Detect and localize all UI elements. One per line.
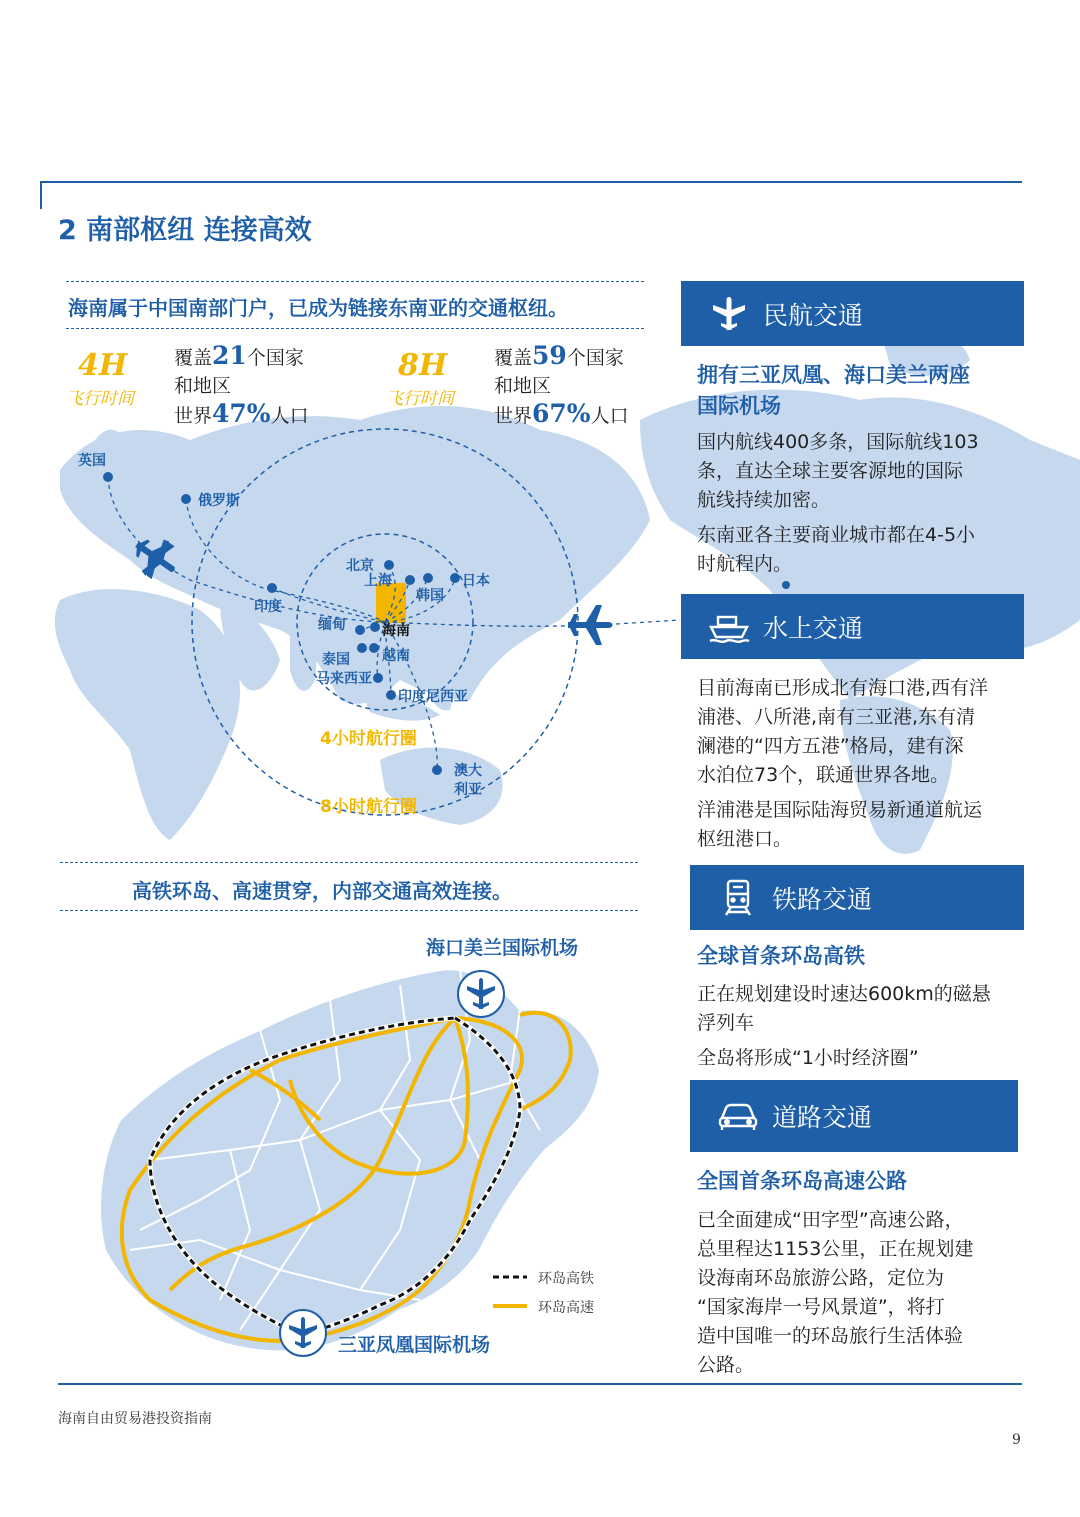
city-label-korea: 韩国 [416,588,444,604]
island-banner-bottom-rule [60,910,638,911]
circle-8h-label: 8小时航行圈 [320,797,417,817]
banner-bottom-rule [66,328,644,329]
city-label-beijing: 北京 [346,558,374,574]
aviation-subtitle: 拥有三亚凤凰、海口美兰两座 国际机场 [697,363,970,418]
road-header [690,1080,1018,1152]
airplane-icon [705,290,753,338]
banner-top-rule [66,281,644,282]
rail-subtitle: 全球首条环岛高铁 [697,944,865,968]
car-icon [714,1092,762,1140]
stat-4h-hours: 4H [78,348,128,383]
footer-text: 海南自由贸易港投资指南 [58,1411,212,1427]
footer-rule [58,1383,1022,1385]
city-label-russia: 俄罗斯 [198,493,240,509]
city-label-australia-2: 利亚 [454,782,482,798]
circle-4h-label: 4小时航行圈 [320,729,417,749]
aviation-title: 民航交通 [763,300,864,330]
header-rule [40,181,1022,183]
city-label-shanghai: 上海 [364,573,392,589]
header-rule-tick [40,181,42,209]
airport-label-haikou: 海口美兰国际机场 [426,937,579,959]
water-body: 目前海南已形成北有海口港,西有洋 浦港、八所港,南有三亚港,东有清 澜港的“四方五港”格局，建有深 水泊位73个，联通世界各地。 洋浦港是国际陆海贸易新通道航运 枢纽港口。 [697,677,989,850]
city-label-malaysia: 马来西亚 [316,671,372,687]
page-number: 9 [1012,1432,1021,1448]
city-label-uk: 英国 [78,453,106,469]
ship-icon [705,603,753,651]
city-label-india: 印度 [254,599,282,615]
legend-rail-label: 环岛高铁 [538,1271,594,1287]
city-label-indonesia: 印度尼西亚 [398,689,468,705]
world-map-banner: 海南属于中国南部门户，已成为链接东南亚的交通枢纽。 [68,296,568,320]
water-title: 水上交通 [763,613,864,643]
legend-highway-label: 环岛高速 [538,1300,594,1316]
rail-body: 正在规划建设时速达600km的磁悬 浮列车 全岛将形成“1小时经济圈” [697,983,991,1069]
water-header [681,594,1024,659]
rail-title: 铁路交通 [772,884,873,914]
aviation-body: 国内航线400多条，国际航线103 条，直达全球主要客源地的国际 航线持续加密。 东南亚各主要商业城市都在4-5小 时航程内。 [697,431,979,575]
island-banner-top-rule [60,862,638,863]
stat-8h-hours: 8H [398,348,448,383]
aviation-header [681,281,1024,346]
city-label-australia-1: 澳大 [454,763,482,779]
city-label-hainan: 海南 [382,623,410,639]
stat-4h-text: 覆盖21个国家 和地区 世界47%人口 [174,341,309,428]
city-label-japan: 日本 [462,573,490,589]
island-map-banner: 高铁环岛、高速贯穿，内部交通高效连接。 [132,879,512,903]
stat-4h-label: 飞行时间 [66,389,134,409]
section-title: 2 南部枢纽 连接高效 [58,215,312,246]
train-icon [714,874,762,922]
stat-8h-label: 飞行时间 [386,389,454,409]
stat-8h-text: 覆盖59个国家 和地区 世界67%人口 [494,341,629,428]
city-label-thailand: 泰国 [322,652,350,668]
rail-header [690,865,1024,930]
city-label-myanmar: 缅甸 [318,617,346,633]
road-title: 道路交通 [772,1103,873,1132]
road-subtitle: 全国首条环岛高速公路 [697,1169,907,1193]
airport-label-sanya: 三亚凤凰国际机场 [338,1334,491,1356]
road-body: 已全面建成“田字型”高速公路， 总里程达1153公里，正在规划建 设海南环岛旅游公路，定位为 “国家海岸一号风景道”，将打 造中国唯一的环岛旅行生活体验 公路。 [697,1209,974,1376]
city-label-vietnam: 越南 [382,648,410,664]
